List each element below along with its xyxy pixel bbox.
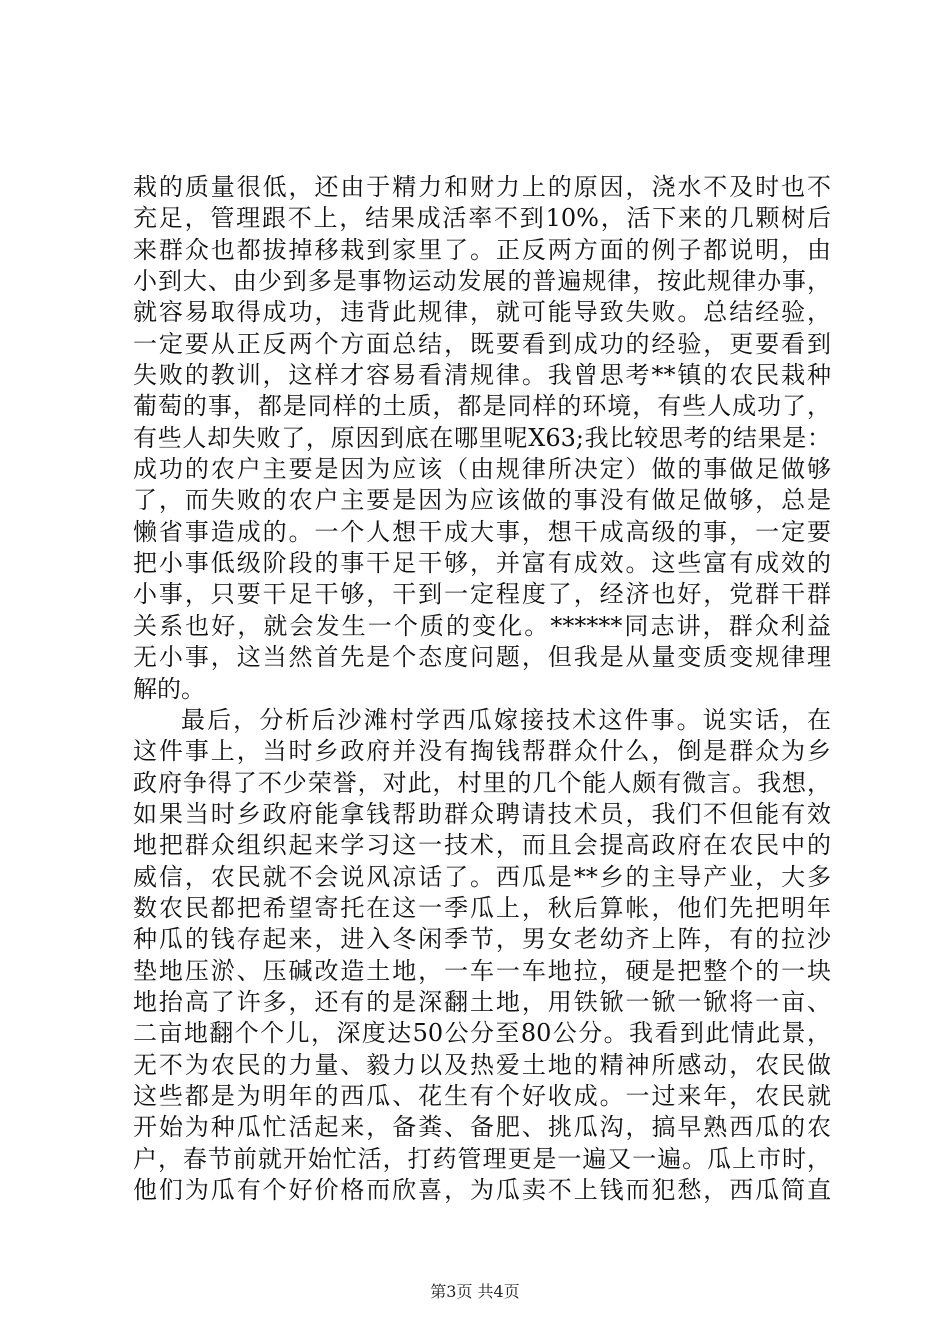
text-line: 种瓜的钱存起来，进入冬闲季节，男女老幼齐上阵，有的拉沙 (133, 925, 831, 954)
text-line: 数农民都把希望寄托在这一季瓜上，秋后算帐，他们先把明年 (133, 893, 831, 922)
text-line: 开始为种瓜忙活起来，备粪、备肥、挑瓜沟，搞早熟西瓜的农 (133, 1113, 831, 1142)
text-line: 成功的农户主要是因为应该（由规律所决定）做的事做足做够 (133, 455, 831, 484)
text-line: 一定要从正反两个方面总结，既要看到成功的经验，更要看到 (133, 329, 831, 358)
text-line: 栽的质量很低，还由于精力和财力上的原因，浇水不及时也不 (133, 173, 831, 201)
text-line: 威信，农民就不会说风凉话了。西瓜是**乡的主导产业，大多 (133, 862, 831, 891)
text-line: 地抬高了许多，还有的是深翻土地，用铁锨一锨一锨将一亩、 (133, 987, 831, 1016)
text-line: 二亩地翻个个儿，深度达50公分至80公分。我看到此情此景， (133, 1019, 831, 1048)
text-line: 垫地压淤、压碱改造土地，一车一车地拉，硬是把整个的一块 (133, 956, 831, 985)
text-line: 来群众也都拔掉移栽到家里了。正反两方面的例子都说明，由 (133, 235, 831, 264)
text-line: 懒省事造成的。一个人想干成大事，想干成高级的事，一定要 (133, 517, 831, 546)
page-footer: 第3页 共4页 (430, 1282, 520, 1301)
text-line: 了，而失败的农户主要是因为应该做的事没有做足做够，总是 (133, 486, 831, 515)
text-line: 最后，分析后沙滩村学西瓜嫁接技术这件事。说实话，在 (181, 705, 831, 734)
text-line: 解的。 (133, 674, 205, 703)
text-line: 无小事，这当然首先是个态度问题，但我是从量变质变规律理 (133, 643, 831, 672)
text-line: 充足，管理跟不上，结果成活率不到10%，活下来的几颗树后 (133, 204, 831, 233)
text-line: 把小事低级阶段的事干足干够，并富有成效。这些富有成效的 (133, 549, 831, 578)
text-line: 户，春节前就开始忙活，打药管理更是一遍又一遍。瓜上市时， (133, 1144, 831, 1173)
text-line: 关系也好，就会发生一个质的变化。******同志讲，群众利益 (133, 611, 831, 640)
text-line: 地把群众组织起来学习这一技术，而且会提高政府在农民中的 (133, 831, 831, 860)
text-line: 有些人却失败了，原因到底在哪里呢X63;我比较思考的结果是： (133, 423, 831, 452)
text-line: 无不为农民的力量、毅力以及热爱土地的精神所感动，农民做 (133, 1050, 831, 1079)
text-line: 小到大、由少到多是事物运动发展的普遍规律，按此规律办事， (133, 267, 831, 296)
text-line: 失败的教训，这样才容易看清规律。我曾思考**镇的农民栽种 (133, 361, 831, 390)
body-text (133, 172, 831, 1206)
text-line: 他们为瓜有个好价格而欣喜，为瓜卖不上钱而犯愁，西瓜简直 (133, 1176, 831, 1204)
text-line: 这件事上，当时乡政府并没有掏钱帮群众什么，倒是群众为乡 (133, 737, 831, 766)
text-line: 就容易取得成功，违背此规律，就可能导致失败。总结经验， (133, 298, 831, 327)
text-line: 政府争得了不少荣誉，对此，村里的几个能人颇有微言。我想， (133, 768, 831, 797)
text-line: 如果当时乡政府能拿钱帮助群众聘请技术员，我们不但能有效 (133, 799, 831, 828)
text-line: 葡萄的事，都是同样的土质，都是同样的环境，有些人成功了， (133, 392, 831, 421)
text-line: 小事，只要干足干够，干到一定程度了，经济也好，党群干群 (133, 580, 831, 609)
text-line: 这些都是为明年的西瓜、花生有个好收成。一过来年，农民就 (133, 1081, 831, 1110)
